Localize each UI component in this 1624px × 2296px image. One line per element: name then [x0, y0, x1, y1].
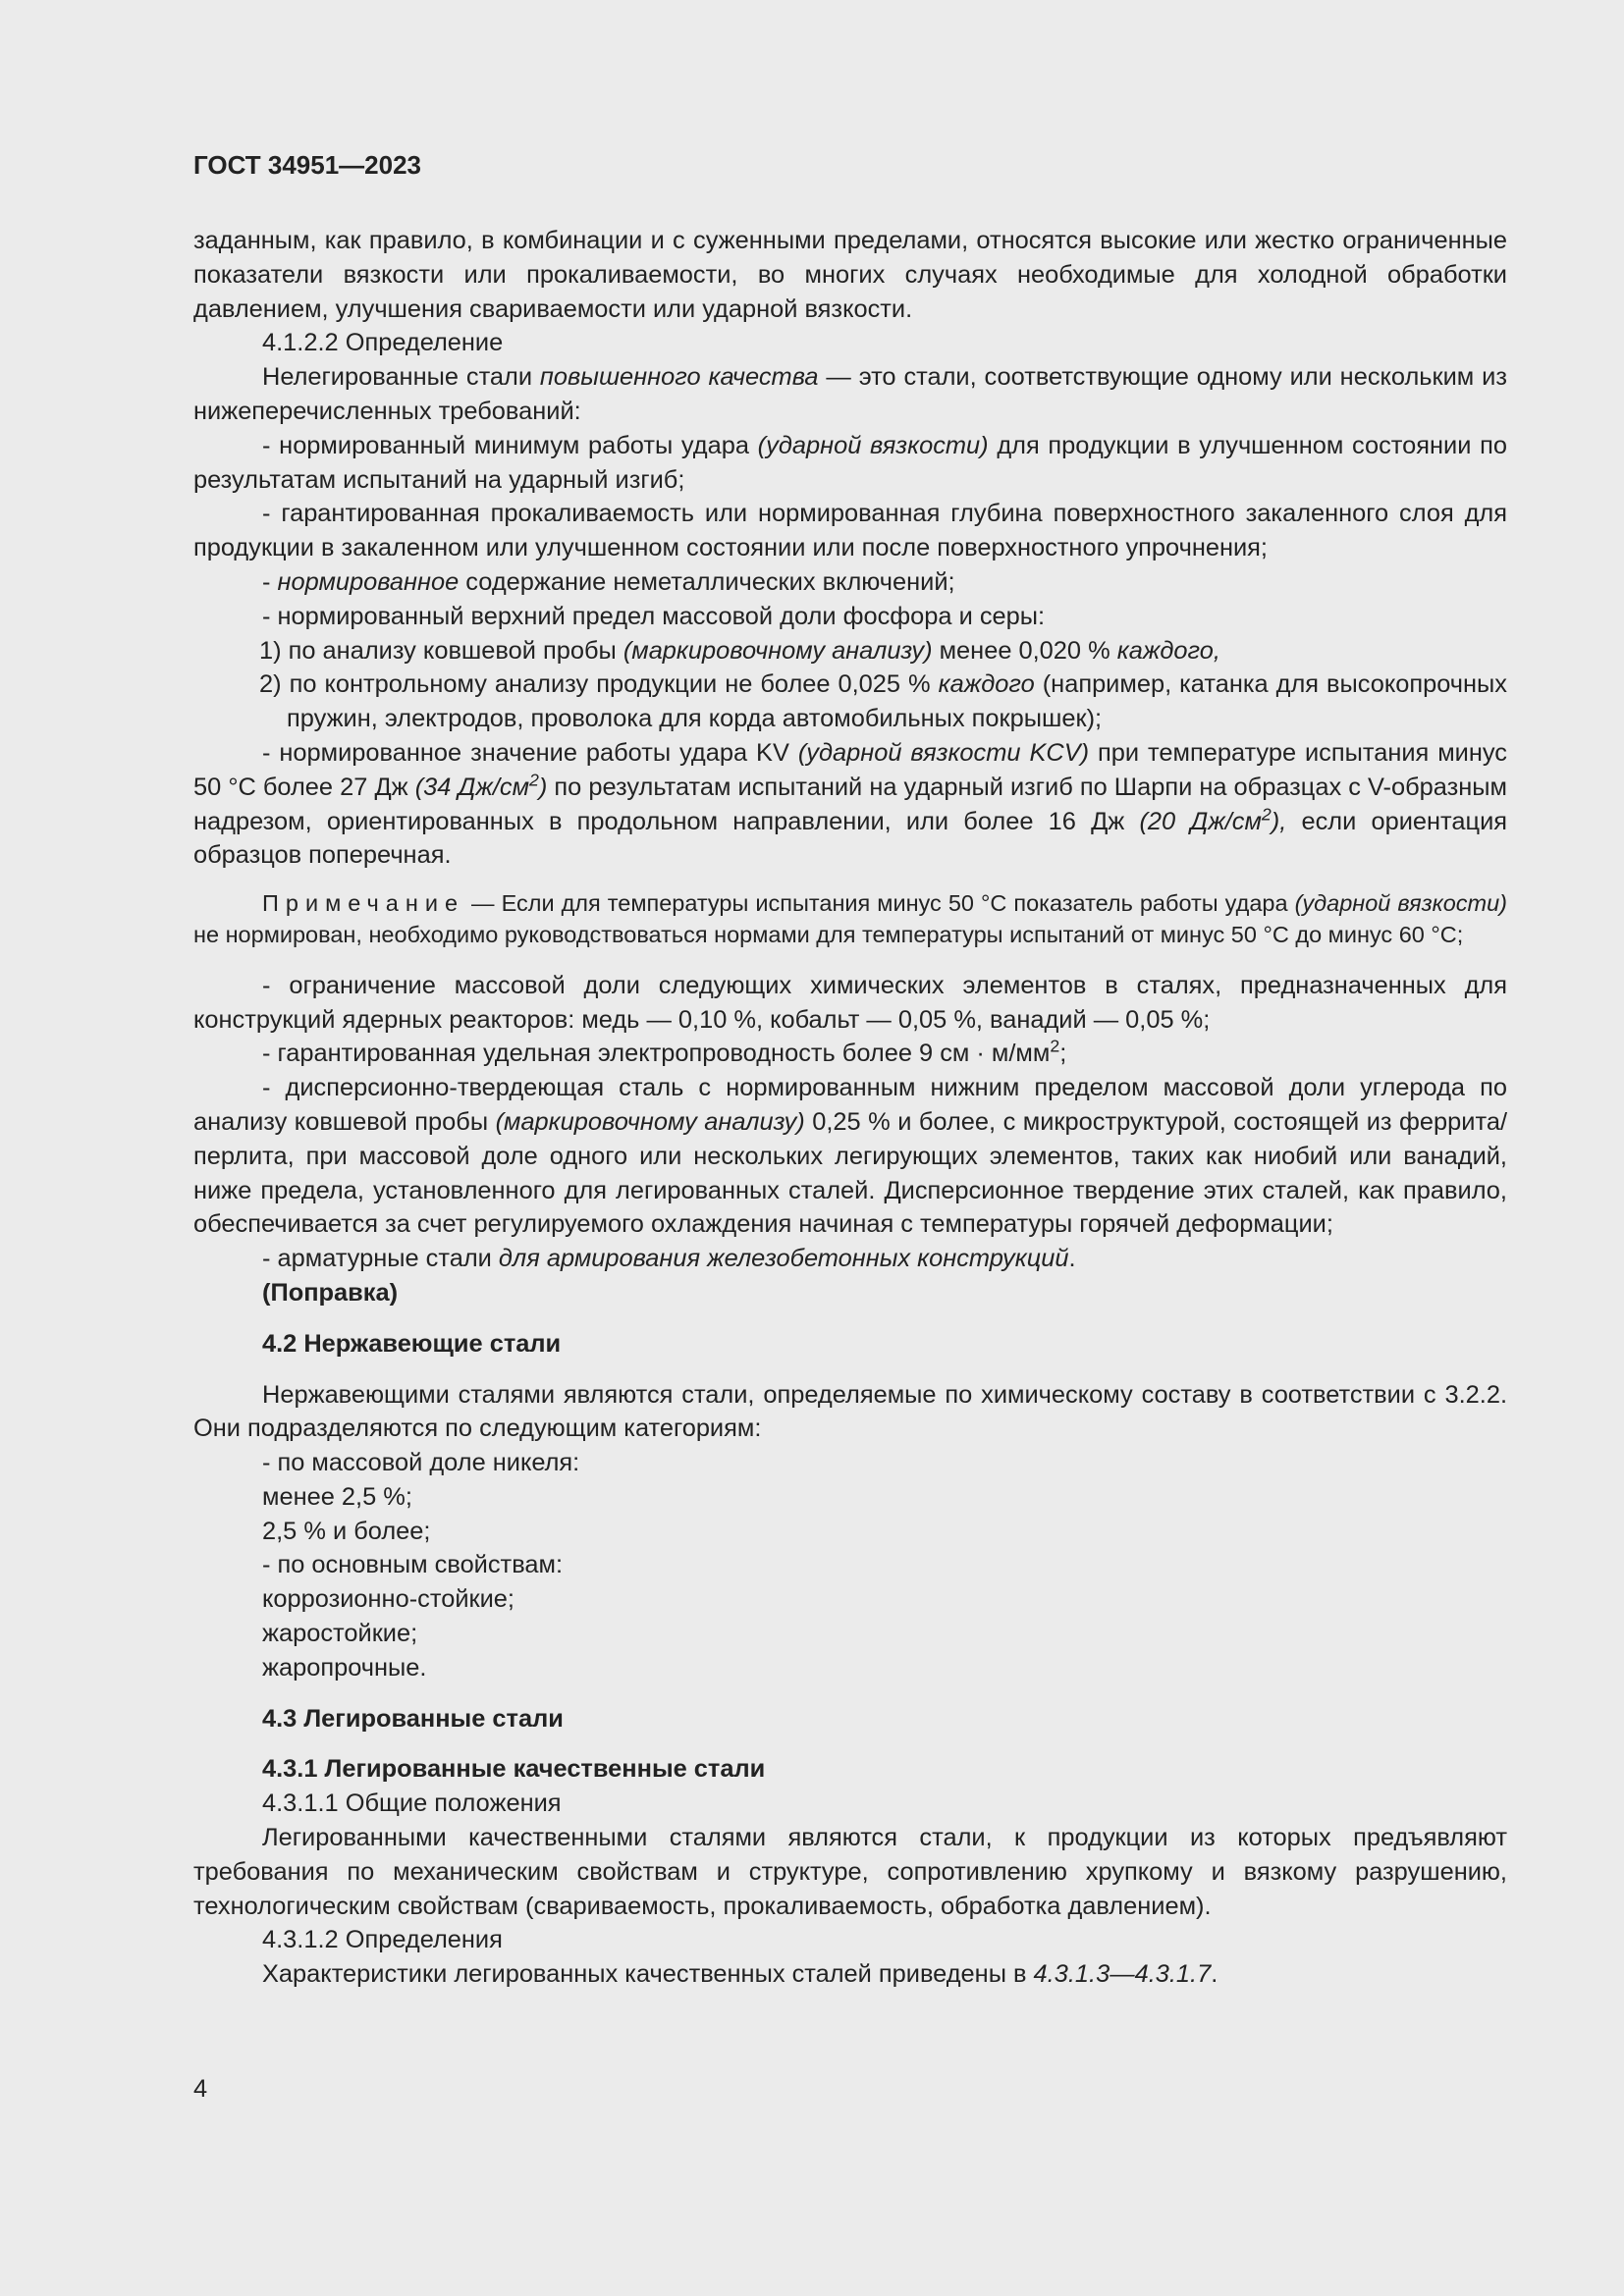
list-item-hardenability: - гарантированная прокаливаемость или нормированная глубина поверхностного закаленного слоя для продукции в закаленном или улучшенном состоянии или после поверхностного упрочнения; [193, 500, 1507, 562]
category-list-item: - по массовой доле никеля: [262, 1449, 580, 1477]
section-heading-4-3: 4.3 Легированные стали [262, 1704, 564, 1733]
note-paragraph: Примечание — Если для температуры испытания минус 50 °С показатель работы удара (ударной вязкости) не нормирован, необходимо руководствоваться нормами для температуры испытаний от минус 50 °С до минус 60 °С; [193, 890, 1508, 947]
section-heading-4-3-1: 4.3.1 Легированные качественные стали [262, 1755, 766, 1784]
list-item-precipitation-hardening: - дисперсионно-твердеющая сталь с нормированным нижним пределом массовой доли углерода по анализу ковшевой пробы (маркировочному анализу) 0,25 % и более, с микроструктурой, состоящей из феррита/перлита, при массовой доле одного или нескольких легирующих элементов, таких как ниобий или ванадий, ниже предела, установленного для легированных сталей. Дисперсионное твердение этих сталей, как правило, обеспечивается за счет регулируемого охлаждения начиная с температуры горячей деформации; [193, 1074, 1507, 1239]
numbered-item-2: 2) по контрольному анализу продукции не более 0,025 % каждого (например, катанка для высокопрочных пружин, электродов, проволока для корда автомобильных покрышек); [259, 670, 1507, 733]
clause-heading-4-1-2-2: 4.1.2.2 Определение [262, 329, 504, 357]
list-item-nuclear-limits: - ограничение массовой доли следующих химических элементов в сталях, предназначенных для конструкций ядерных реакторов: медь — 0,10 %, кобальт — 0,05 %, ванадий — 0,05 %; [193, 971, 1507, 1034]
list-item-phosphorus-sulfur: - нормированный верхний предел массовой доли фосфора и серы: [262, 602, 1046, 630]
list-item-impact-energy: - нормированный минимум работы удара (ударной вязкости) для продукции в улучшенном состоянии по результатам испытаний на ударный изгиб; [193, 431, 1507, 494]
paragraph-4-2: Нержавеющими сталями являются стали, определяемые по химическому составу в соответствии с 3.2.2. Они подразделяются по следующим категориям: [193, 1380, 1507, 1443]
paragraph-4-3-1-1: Легированными качественными сталями являются стали, к продукции из которых предъявляют требования по механическим свойствам и структуре, сопротивлению хрупкому и вязкому разрушению, технологическим свойствам (свариваемость, прокаливаемость, обработка давлением). [193, 1824, 1507, 1920]
amendment-mark: (Поправка) [262, 1278, 399, 1307]
definition-paragraph: Нелегированные стали повышенного качества — это стали, соответствующие одному или нескольким из нижеперечисленных требований: [193, 363, 1507, 425]
document-header: ГОСТ 34951—2023 [193, 150, 421, 180]
category-list-item: жаропрочные. [262, 1653, 427, 1682]
list-item-inclusions: - нормированное содержание неметаллических включений; [262, 567, 955, 596]
category-list-item: коррозионно-стойкие; [262, 1585, 514, 1614]
continued-paragraph: заданным, как правило, в комбинации и с суженными пределами, относятся высокие или жестко ограниченные показатели вязкости или прокаливаемости, во многих случаях необходимые для холодной обработки давлением, улучшения свариваемости или ударной вязкости. [193, 227, 1507, 323]
clause-heading-4-3-1-2: 4.3.1.2 Определения [262, 1926, 503, 1954]
section-heading-4-2: 4.2 Нержавеющие стали [262, 1329, 562, 1358]
category-list-item: менее 2,5 %; [262, 1482, 412, 1511]
note-label: Примечание [262, 890, 465, 917]
category-list-item: жаростойкие; [262, 1620, 418, 1648]
paragraph-4-3-1-2: Характеристики легированных качественных сталей приведены в 4.3.1.3—4.3.1.7. [262, 1960, 1218, 1989]
numbered-item-1: 1) по анализу ковшевой пробы (маркировочному анализу) менее 0,020 % каждого, [259, 636, 1220, 665]
category-list-item: - по основным свойствам: [262, 1551, 564, 1579]
page-number: 4 [193, 2075, 208, 2103]
category-list-item: 2,5 % и более; [262, 1517, 431, 1545]
list-item-conductivity: - гарантированная удельная электропроводность более 9 см · $м/мм^2$; [262, 1036, 1067, 1068]
list-item-kv-value: - нормированное значение работы удара KV (ударной вязкости KCV) при температуре испытания минус 50 °С более 27 Дж (34 $Дж/см^2$) по результатам испытаний на ударный изгиб по Шарпи на образцах с V-образным надрезом, ориентированных в продольном направлении, или более 16 Дж (20 $Дж/см^2$), если ориентация образцов поперечная. [193, 738, 1507, 870]
list-item-rebar: - арматурные стали для армирования железобетонных конструкций. [262, 1245, 1076, 1273]
document-body [193, 224, 1507, 1992]
clause-heading-4-3-1-1: 4.3.1.1 Общие положения [262, 1789, 562, 1818]
